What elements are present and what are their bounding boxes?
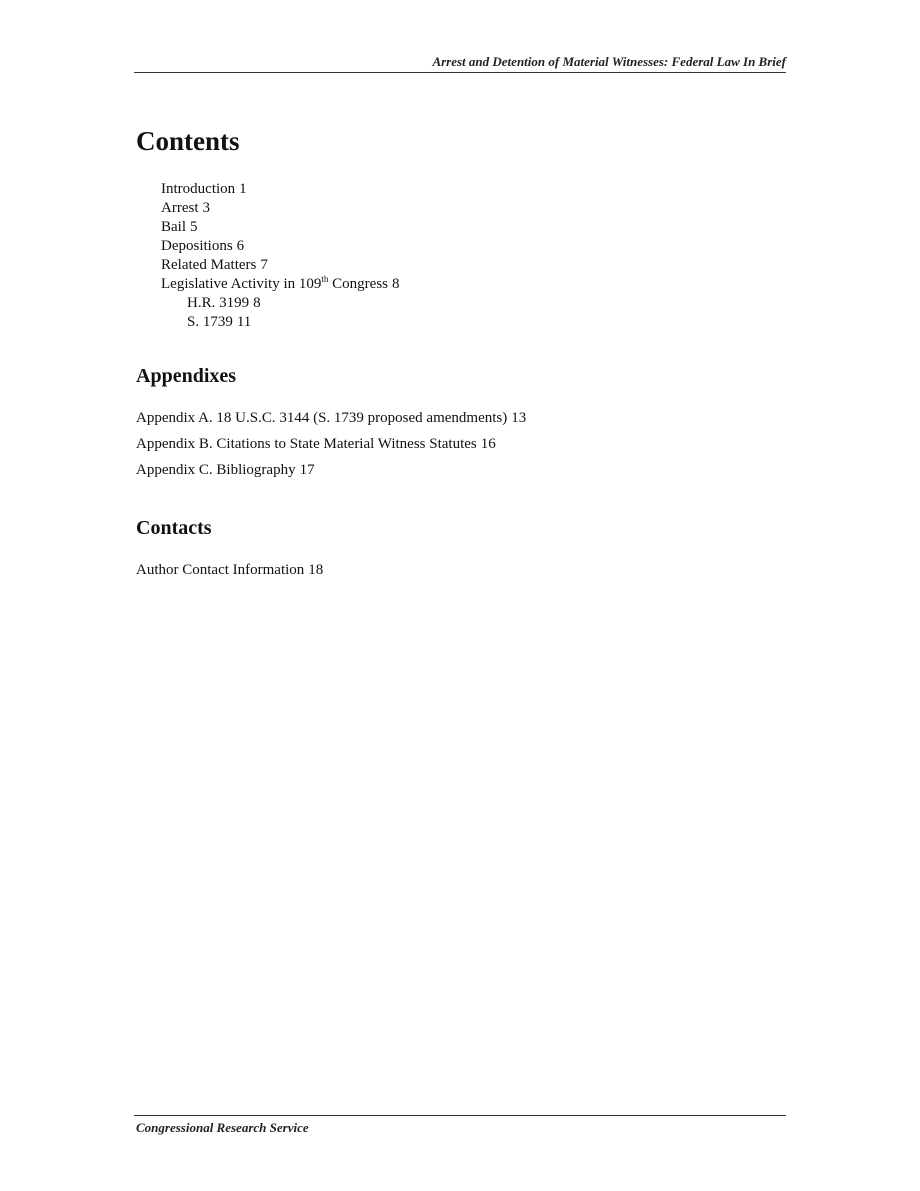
toc-entry-page: 1 xyxy=(239,181,247,197)
toc-entry-title: Related Matters xyxy=(161,257,257,273)
toc-entry-title: H.R. 3199 xyxy=(187,295,250,311)
toc-title-part: Congress xyxy=(328,276,389,292)
toc-entry-page: 17 xyxy=(299,462,315,478)
toc-entry-title: Appendix C. Bibliography xyxy=(136,462,296,478)
toc-entry-page: 5 xyxy=(190,219,198,235)
appendixes-heading: Appendixes xyxy=(136,365,237,387)
footer-rule xyxy=(134,1115,786,1116)
toc-title-part: Legislative Activity in 109 xyxy=(161,276,322,292)
toc-entry-title: Depositions xyxy=(161,238,233,254)
toc-entry-title: Author Contact Information xyxy=(136,562,305,578)
toc-entry-page: 18 xyxy=(308,562,324,578)
toc-entry-title: Introduction xyxy=(161,181,236,197)
contents-heading: Contents xyxy=(136,126,240,156)
toc-entry-page: 16 xyxy=(480,436,496,452)
toc-entry-page: 3 xyxy=(202,200,210,216)
toc-entry-title xyxy=(161,275,388,294)
ordinal-suffix: th xyxy=(321,274,329,284)
header-rule xyxy=(134,72,786,73)
toc-entry-page: 7 xyxy=(260,257,268,273)
toc-entry-page: 13 xyxy=(511,410,527,426)
toc-entry-page: 11 xyxy=(236,314,252,330)
toc-entry-title: Arrest xyxy=(161,200,199,216)
toc-entry-title: Bail xyxy=(161,219,186,235)
toc-entry-page: 6 xyxy=(236,238,245,254)
toc-entry-title: Appendix A. 18 U.S.C. 3144 (S. 1739 proposed amendments) xyxy=(136,410,508,426)
toc-entry-page: 8 xyxy=(392,276,400,292)
contacts-heading: Contacts xyxy=(136,517,212,539)
running-footer: Congressional Research Service xyxy=(136,1120,309,1135)
running-header: Arrest and Detention of Material Witnesses: Federal Law In Brief xyxy=(432,54,786,69)
toc-entry-title: Appendix B. Citations to State Material Witness Statutes xyxy=(136,436,477,452)
toc-entry-page: 8 xyxy=(253,295,261,311)
toc-entry-title: S. 1739 xyxy=(187,314,233,330)
